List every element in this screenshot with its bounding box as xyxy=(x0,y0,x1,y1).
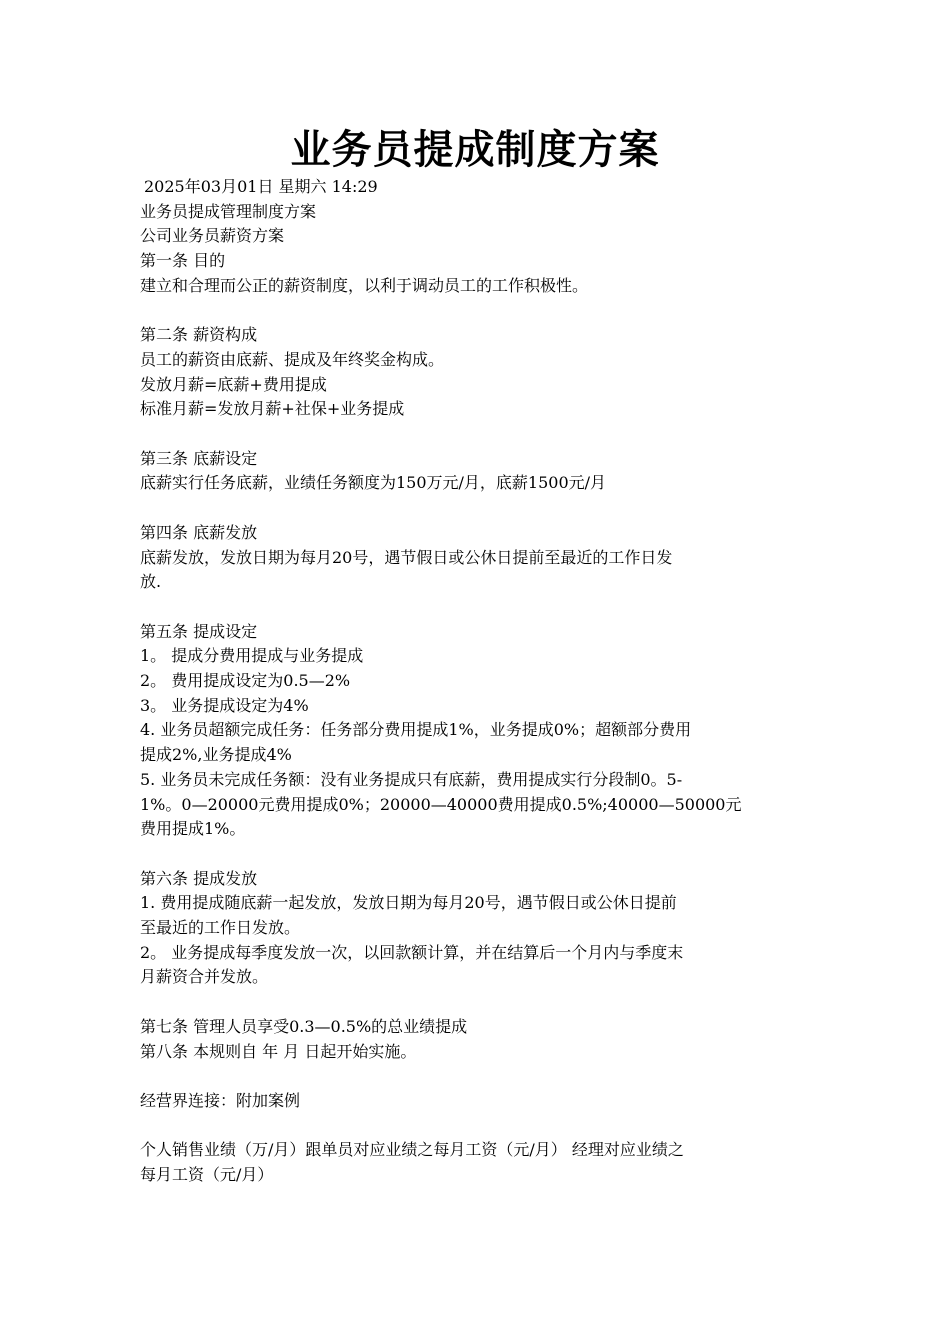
body-line: 第一条 目的 xyxy=(140,251,226,271)
blank-line xyxy=(140,299,812,324)
body-line: 1。 提成分费用提成与业务提成 xyxy=(140,646,364,666)
blank-line xyxy=(140,1064,812,1089)
body-line: 经营界连接：附加案例 xyxy=(140,1090,301,1110)
body-line: 建立和合理而公正的薪资制度，以利于调动员工的工作积极性。 xyxy=(140,275,589,295)
body-line: 提成2%,业务提成4% xyxy=(140,745,292,765)
blank-line xyxy=(140,1114,812,1139)
body-line: 2。 费用提成设定为0.5—2% xyxy=(140,671,351,690)
body-line: 第七条 管理人员享受0.3—0.5%的总业绩提成 xyxy=(140,1016,468,1036)
blank-line xyxy=(140,990,812,1015)
blank-line xyxy=(140,496,812,521)
body-line: 月薪资合并发放。 xyxy=(140,967,269,987)
body-line: 第二条 薪资构成 xyxy=(140,325,258,345)
body-line: 至最近的工作日发放。 xyxy=(140,918,301,938)
body-line: 5. 业务员未完成任务额：没有业务提成只有底薪，费用提成实行分段制0。5- xyxy=(140,769,683,789)
body-line: 个人销售业绩（万/月）跟单员对应业绩之每月工资（元/月） 经理对应业绩之 xyxy=(140,1140,684,1160)
document-body xyxy=(140,175,812,1188)
body-line: 每月工资（元/月） xyxy=(140,1165,274,1184)
body-line: 2。 业务提成每季度发放一次，以回款额计算，并在结算后一个月内与季度末 xyxy=(140,942,684,962)
body-lines xyxy=(140,200,812,1188)
body-line: 底薪发放，发放日期为每月20号，遇节假日或公休日提前至最近的工作日发 xyxy=(140,547,673,567)
body-line: 员工的薪资由底薪、提成及年终奖金构成。 xyxy=(140,349,445,369)
body-line: 3。 业务提成设定为4% xyxy=(140,695,309,715)
body-line: 第三条 底薪设定 xyxy=(140,448,258,468)
body-line: 公司业务员薪资方案 xyxy=(140,226,285,246)
body-line: 1%。0—20000元费用提成0%；20000—40000费用提成0.5%;40000—50000元 xyxy=(140,794,742,814)
blank-line xyxy=(140,842,812,867)
body-line: 1. 费用提成随底薪一起发放，发放日期为每月20号，遇节假日或公休日提前 xyxy=(140,893,677,913)
body-line: 放. xyxy=(140,572,162,592)
body-line: 标准月薪=发放月薪+社保+业务提成 xyxy=(140,399,405,419)
body-line: 底薪实行任务底薪，业绩任务额度为150万元/月，底薪1500元/月 xyxy=(140,473,607,493)
body-line: 4. 业务员超额完成任务：任务部分费用提成1%，业务提成0%；超额部分费用 xyxy=(140,720,692,740)
body-line: 第六条 提成发放 xyxy=(140,868,258,888)
document-title: 业务员提成制度方案 xyxy=(290,126,660,173)
body-line: 第四条 底薪发放 xyxy=(140,522,258,542)
body-line: 第八条 本规则自 年 月 日起开始实施。 xyxy=(140,1041,417,1061)
body-line: 业务员提成管理制度方案 xyxy=(140,201,317,221)
blank-line xyxy=(140,422,812,447)
blank-line xyxy=(140,595,812,620)
date-line: 2025年03月01日 星期六 14:29 xyxy=(144,177,378,196)
body-line: 费用提成1%。 xyxy=(140,819,246,839)
body-line: 第五条 提成设定 xyxy=(140,621,258,641)
body-line: 发放月薪=底薪+费用提成 xyxy=(140,374,327,394)
